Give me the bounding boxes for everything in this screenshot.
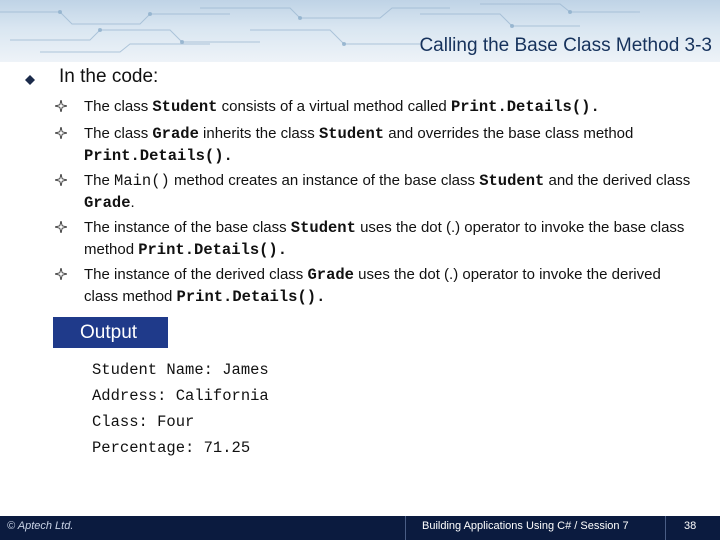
sub-bullet-text: The class Student consists of a virtual method called Print.Details(). (84, 98, 600, 116)
footer-divider (665, 516, 666, 540)
sub-bullet-text: The instance of the base class Student uses the dot (.) operator to invoke the base class method Print.Details(). (84, 219, 685, 259)
sub-bullet (55, 170, 695, 214)
four-point-star-icon (55, 174, 67, 186)
output-line: Student Name: James (92, 361, 269, 379)
sub-bullet (55, 264, 695, 308)
sub-bullet-text: The class Grade inherits the class Student and overrides the base class method Print.Details(). (84, 125, 634, 165)
copyright-text: © Aptech Ltd. (7, 520, 74, 532)
diamond-bullet-icon (24, 69, 36, 91)
sub-bullet (55, 96, 695, 118)
four-point-star-icon (55, 221, 67, 233)
four-point-star-icon (55, 268, 67, 280)
four-point-star-icon (55, 127, 67, 139)
footer-divider (405, 516, 406, 540)
output-label: Output (53, 317, 168, 348)
sub-bullet-text: The instance of the derived class Grade uses the dot (.) operator to invoke the derived class method Print.Details(). (84, 266, 661, 306)
output-line: Class: Four (92, 413, 195, 431)
sub-bullet (55, 123, 695, 167)
page-number: 38 (684, 520, 697, 532)
output-line: Percentage: 71.25 (92, 439, 251, 457)
course-text: Building Applications Using C# / Session 7 (422, 520, 629, 532)
four-point-star-icon (55, 100, 67, 112)
footer (0, 516, 720, 540)
output-line: Address: California (92, 387, 269, 405)
header-banner (0, 0, 720, 62)
main-bullet-text: In the code: (59, 66, 159, 87)
slide-title: Calling the Base Class Method 3-3 (419, 35, 712, 56)
sub-bullet (55, 217, 695, 261)
sub-bullet-text: The Main() method creates an instance of the base class Student and the derived class Grade. (84, 172, 691, 212)
